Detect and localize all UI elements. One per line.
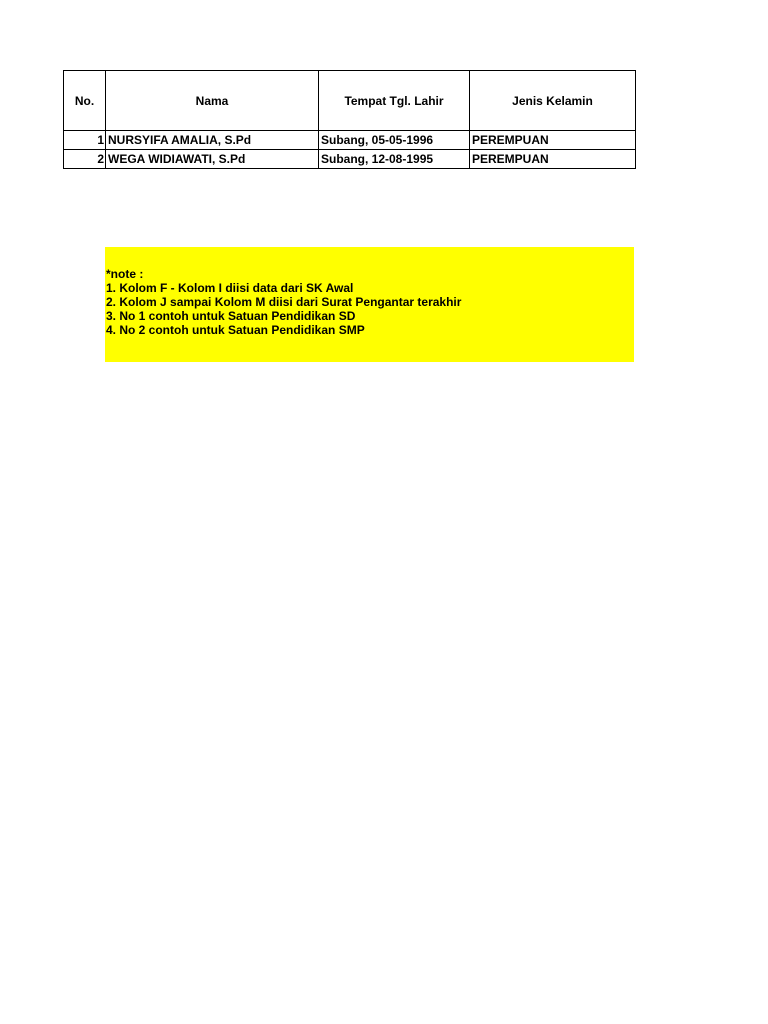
table-row xyxy=(64,150,636,169)
cell-no[interactable]: 1 xyxy=(64,131,106,150)
note-line: 3. No 1 contoh untuk Satuan Pendidikan SD xyxy=(106,309,356,323)
table-row xyxy=(64,131,636,150)
table-header-row xyxy=(64,71,636,131)
cell-no[interactable]: 2 xyxy=(64,150,106,169)
cell-tempat-tgl-lahir[interactable]: Subang, 05-05-1996 xyxy=(319,131,470,150)
header-jenis-kelamin: Jenis Kelamin xyxy=(470,71,636,131)
note-title: *note : xyxy=(106,267,144,281)
data-table xyxy=(63,70,636,169)
note-line: 1. Kolom F - Kolom I diisi data dari SK Awal xyxy=(106,281,354,295)
cell-nama[interactable]: NURSYIFA AMALIA, S.Pd xyxy=(106,131,319,150)
note-box xyxy=(105,247,634,362)
header-nama: Nama xyxy=(106,71,319,131)
header-tempat-tgl-lahir: Tempat Tgl. Lahir xyxy=(319,71,470,131)
note-line: 2. Kolom J sampai Kolom M diisi dari Surat Pengantar terakhir xyxy=(106,295,462,309)
header-no: No. xyxy=(64,71,106,131)
note-line: 4. No 2 contoh untuk Satuan Pendidikan SMP xyxy=(106,323,365,337)
cell-jenis-kelamin[interactable]: PEREMPUAN xyxy=(470,131,636,150)
cell-nama[interactable]: WEGA WIDIAWATI, S.Pd xyxy=(106,150,319,169)
cell-tempat-tgl-lahir[interactable]: Subang, 12-08-1995 xyxy=(319,150,470,169)
cell-jenis-kelamin[interactable]: PEREMPUAN xyxy=(470,150,636,169)
